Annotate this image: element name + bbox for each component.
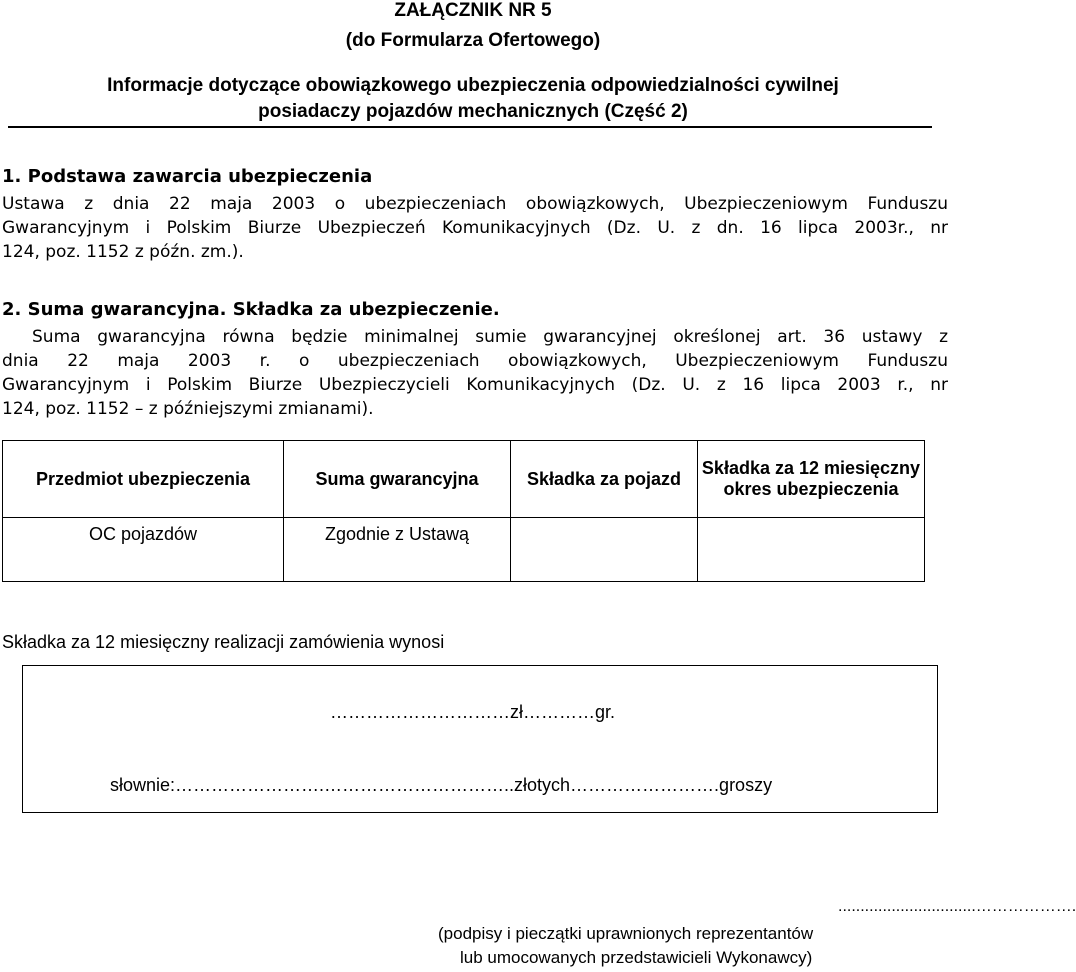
signature-caption-line-1: (podpisy i pieczątki uprawnionych reprezentantów xyxy=(438,924,814,943)
total-premium-label: Składka za 12 miesięczny realizacji zamówienia wynosi xyxy=(2,632,445,652)
table-header-row xyxy=(3,441,925,518)
document-title: ZAŁĄCZNIK NR 5 xyxy=(394,0,552,21)
amount-in-words-field[interactable]: słownie:…………………….…………………………..złotych…………………….groszy xyxy=(110,775,773,795)
section-2-line-4: 124, poz. 1152 – z późniejszymi zmianami). xyxy=(2,399,374,419)
signature-line[interactable]: ...............................………………. xyxy=(838,898,1076,915)
header-subject: Przedmiot ubezpieczenia xyxy=(3,441,284,518)
cell-premium-vehicle[interactable] xyxy=(511,518,698,582)
cell-subject: OC pojazdów xyxy=(3,518,284,582)
heading-line-2: posiadaczy pojazdów mechanicznych (Część 2) xyxy=(258,101,688,122)
section-1-line-2: Gwarancyjnym i Polskim Biurze Ubezpieczeń Komunikacyjnych (Dz. U. z dn. 16 lipca 2003r., nr xyxy=(2,218,948,238)
document-subtitle: (do Formularza Ofertowego) xyxy=(345,30,601,51)
section-1-line-1: Ustawa z dnia 22 maja 2003 o ubezpieczeniach obowiązkowych, Ubezpieczeniowym Funduszu xyxy=(2,194,948,214)
cell-sum: Zgodnie z Ustawą xyxy=(284,518,511,582)
signature-caption-line-2: lub umocowanych przedstawicieli Wykonawcy) xyxy=(460,948,813,967)
table-row xyxy=(3,518,925,582)
header-sum: Suma gwarancyjna xyxy=(284,441,511,518)
section-2-line-1: Suma gwarancyjna równa będzie minimalnej sumie gwarancyjnej określonej art. 36 ustawy z xyxy=(32,327,948,347)
section-2-title: 2. Suma gwarancyjna. Składka za ubezpieczenie. xyxy=(2,299,500,320)
section-1-line-3: 124, poz. 1152 z późn. zm.). xyxy=(2,242,244,262)
header-premium-12-months: Składka za 12 miesięczny okres ubezpieczenia xyxy=(698,441,925,518)
section-2-line-2: dnia 22 maja 2003 r. o ubezpieczeniach obowiązkowych, Ubezpieczeniowym Funduszu xyxy=(2,351,948,371)
header-premium-vehicle: Składka za pojazd xyxy=(511,441,698,518)
header-divider xyxy=(8,126,932,128)
amount-field[interactable]: …………………………zł…………gr. xyxy=(330,702,616,722)
document-heading xyxy=(0,73,946,125)
cell-premium-12-months[interactable] xyxy=(698,518,925,582)
section-2-line-3: Gwarancyjnym i Polskim Biurze Ubezpieczycieli Komunikacyjnych (Dz. U. z 16 lipca 2003 r., nr xyxy=(2,375,948,395)
heading-line-1: Informacje dotyczące obowiązkowego ubezpieczenia odpowiedzialności cywilnej xyxy=(107,75,839,96)
section-1-title: 1. Podstawa zawarcia ubezpieczenia xyxy=(2,166,373,187)
insurance-table xyxy=(2,440,925,582)
